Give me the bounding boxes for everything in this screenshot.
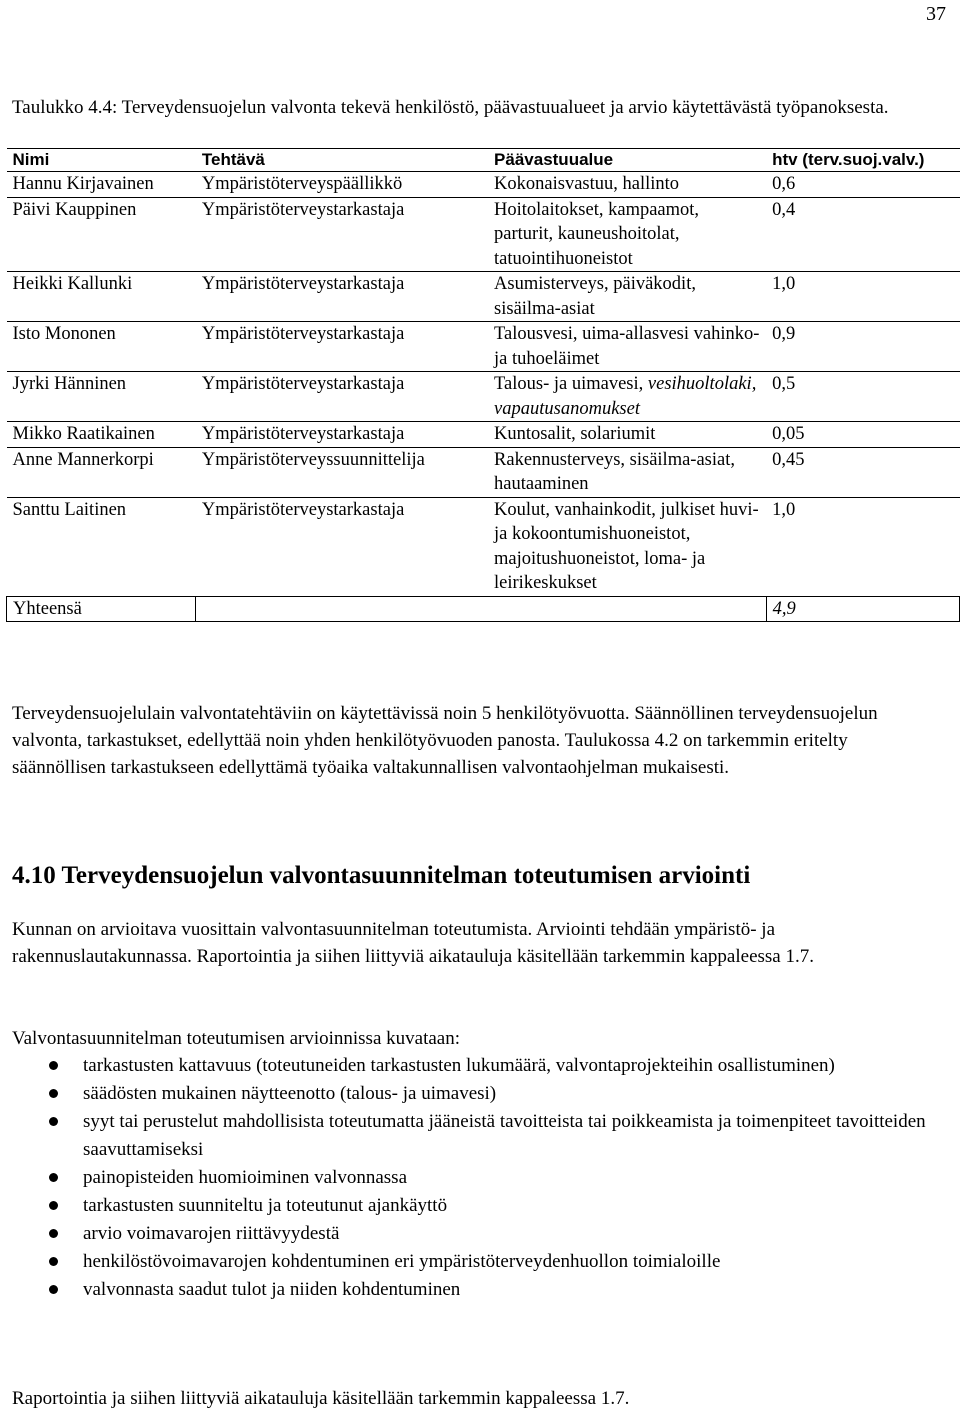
table-row <box>7 322 960 372</box>
cell-task: Ympäristöterveystarkastaja <box>196 322 488 372</box>
cell-htv: 0,45 <box>766 447 959 497</box>
list-item <box>0 1108 930 1163</box>
cell-area: Hoitolaitokset, kampaamot, parturit, kauneushoitolat, tatuointihuoneistot <box>488 197 766 272</box>
cell-name: Jyrki Hänninen <box>7 372 196 422</box>
table-row <box>7 197 960 272</box>
table-header-row <box>7 149 960 172</box>
cell-name: Isto Mononen <box>7 322 196 372</box>
cell-area: Kuntosalit, solariumit <box>488 422 766 448</box>
staff-table <box>6 148 960 622</box>
list-item <box>0 1248 930 1276</box>
list-item-text: valvonnasta saadut tulot ja niiden kohdentuminen <box>83 1278 461 1300</box>
cell-task: Ympäristöterveystarkastaja <box>196 272 488 322</box>
cell-task: Ympäristöterveystarkastaja <box>196 422 488 448</box>
page-number: 37 <box>926 3 946 25</box>
bullet-icon <box>49 1229 58 1238</box>
list-item-text: tarkastusten suunniteltu ja toteutunut ajankäyttö <box>83 1194 448 1216</box>
list-item <box>0 1080 930 1108</box>
cell-area-text: Talous- ja uimavesi, <box>494 374 644 394</box>
cell-area <box>488 372 766 422</box>
header-name: Nimi <box>7 149 196 172</box>
cell-area: Asumisterveys, päiväkodit, sisäilma-asiat <box>488 272 766 322</box>
table-row <box>7 497 960 596</box>
cell-area: Talousvesi, uima-allasvesi vahinko- ja tuhoeläimet <box>488 322 766 372</box>
cell-area: Koulut, vanhainkodit, julkiset huvi- ja kokoontumishuoneistot, majoitushuoneistot, loma- ja leirikeskukset <box>488 497 766 596</box>
cell-task: Ympäristöterveystarkastaja <box>196 197 488 272</box>
table-row <box>7 422 960 448</box>
cell-task: Ympäristöterveystarkastaja <box>196 372 488 422</box>
list-item <box>0 1052 930 1080</box>
cell-htv: 0,5 <box>766 372 959 422</box>
list-item-text: säädösten mukainen näytteenotto (talous- ja uimavesi) <box>83 1083 497 1104</box>
bullet-icon <box>49 1173 58 1182</box>
bullet-icon <box>49 1257 58 1266</box>
bullet-icon <box>49 1201 58 1210</box>
total-label: Yhteensä <box>7 596 196 622</box>
list-item-text: tarkastusten kattavuus (toteutuneiden tarkastusten lukumäärä, valvontaprojekteihin osallistuminen) <box>83 1055 835 1076</box>
list-item <box>0 1192 930 1220</box>
cell-area: Kokonaisvastuu, hallinto <box>488 172 766 198</box>
table-row <box>7 447 960 497</box>
header-area: Päävastuualue <box>488 149 766 172</box>
cell-htv: 0,4 <box>766 197 959 272</box>
cell-htv: 0,9 <box>766 322 959 372</box>
list-item-text: arvio voimavarojen riittävyydestä <box>83 1222 340 1244</box>
bullet-icon <box>49 1285 58 1294</box>
bullet-icon <box>49 1117 58 1126</box>
total-value: 4,9 <box>766 596 959 622</box>
table-row <box>7 172 960 198</box>
section-heading: 4.10 Terveydensuojelun valvontasuunnitelman toteutumisen arviointi <box>12 862 751 889</box>
cell-task: Ympäristöterveyspäällikkö <box>196 172 488 198</box>
header-task: Tehtävä <box>196 149 488 172</box>
list-item-text: syyt tai perustelut mahdollisista toteutumatta jääneistä tavoitteista tai poikkeamista ja toimenpiteet tavoitteiden saavuttamiseksi <box>83 1111 926 1160</box>
cell-area: Rakennusterveys, sisäilma-asiat, hautaaminen <box>488 447 766 497</box>
table-row <box>7 272 960 322</box>
cell-task: Ympäristöterveystarkastaja <box>196 497 488 596</box>
bullet-list <box>0 1052 930 1304</box>
cell-htv: 1,0 <box>766 497 959 596</box>
list-item-text: henkilöstövoimavarojen kohdentuminen eri ympäristöterveydenhuollon toimialoille <box>83 1250 721 1272</box>
cell-name: Heikki Kallunki <box>7 272 196 322</box>
paragraph-1: Terveydensuojelulain valvontatehtäviin on käytettävissä noin 5 henkilötyövuotta. Säännöllinen terveydensuojelun valvonta, tarkastukset, edellyttää noin yhden henkilötyövuoden panosta. Taulukossa 4.2 on tarkemmin eritelty säännöllisen tarkastukseen edellyttämä työaika valtakunnallisen valvontaohjelman mukaisesti. <box>12 703 878 778</box>
cell-htv: 1,0 <box>766 272 959 322</box>
list-item <box>0 1164 930 1192</box>
bullet-icon <box>49 1061 58 1070</box>
cell-name: Päivi Kauppinen <box>7 197 196 272</box>
header-htv: htv (terv.suoj.valv.) <box>766 149 959 172</box>
cell-name: Mikko Raatikainen <box>7 422 196 448</box>
cell-name: Hannu Kirjavainen <box>7 172 196 198</box>
list-item <box>0 1276 930 1304</box>
list-intro: Valvontasuunnitelman toteutumisen arvioinnissa kuvataan: <box>12 1028 460 1049</box>
table-row <box>7 372 960 422</box>
cell-htv: 0,05 <box>766 422 959 448</box>
list-item-text: painopisteiden huomioiminen valvonnassa <box>83 1166 408 1188</box>
bullet-icon <box>49 1089 58 1098</box>
table-caption: Taulukko 4.4: Terveydensuojelun valvonta tekevä henkilöstö, päävastuualueet ja arvio käytettävästä työpanoksesta. <box>12 97 889 118</box>
table-total-row <box>7 596 960 622</box>
cell-task: Ympäristöterveyssuunnittelija <box>196 447 488 497</box>
list-item <box>0 1220 930 1248</box>
cell-htv: 0,6 <box>766 172 959 198</box>
paragraph-2: Kunnan on arvioitava vuosittain valvontasuunnitelman toteutumista. Arviointi tehdään ympäristö- ja rakennuslautakunnassa. Raportointia ja siihen liittyviä aikatauluja käsitellään tarkemmin kappaleessa 1.7. <box>12 919 814 967</box>
cell-name: Santtu Laitinen <box>7 497 196 596</box>
closing-paragraph: Raportointia ja siihen liittyviä aikatauluja käsitellään tarkemmin kappaleessa 1.7. <box>12 1388 630 1409</box>
cell-name: Anne Mannerkorpi <box>7 447 196 497</box>
cell-area-italic-text: vesihuoltolaki, vapautusanomukset <box>494 374 757 419</box>
total-blank-cell <box>196 596 766 622</box>
